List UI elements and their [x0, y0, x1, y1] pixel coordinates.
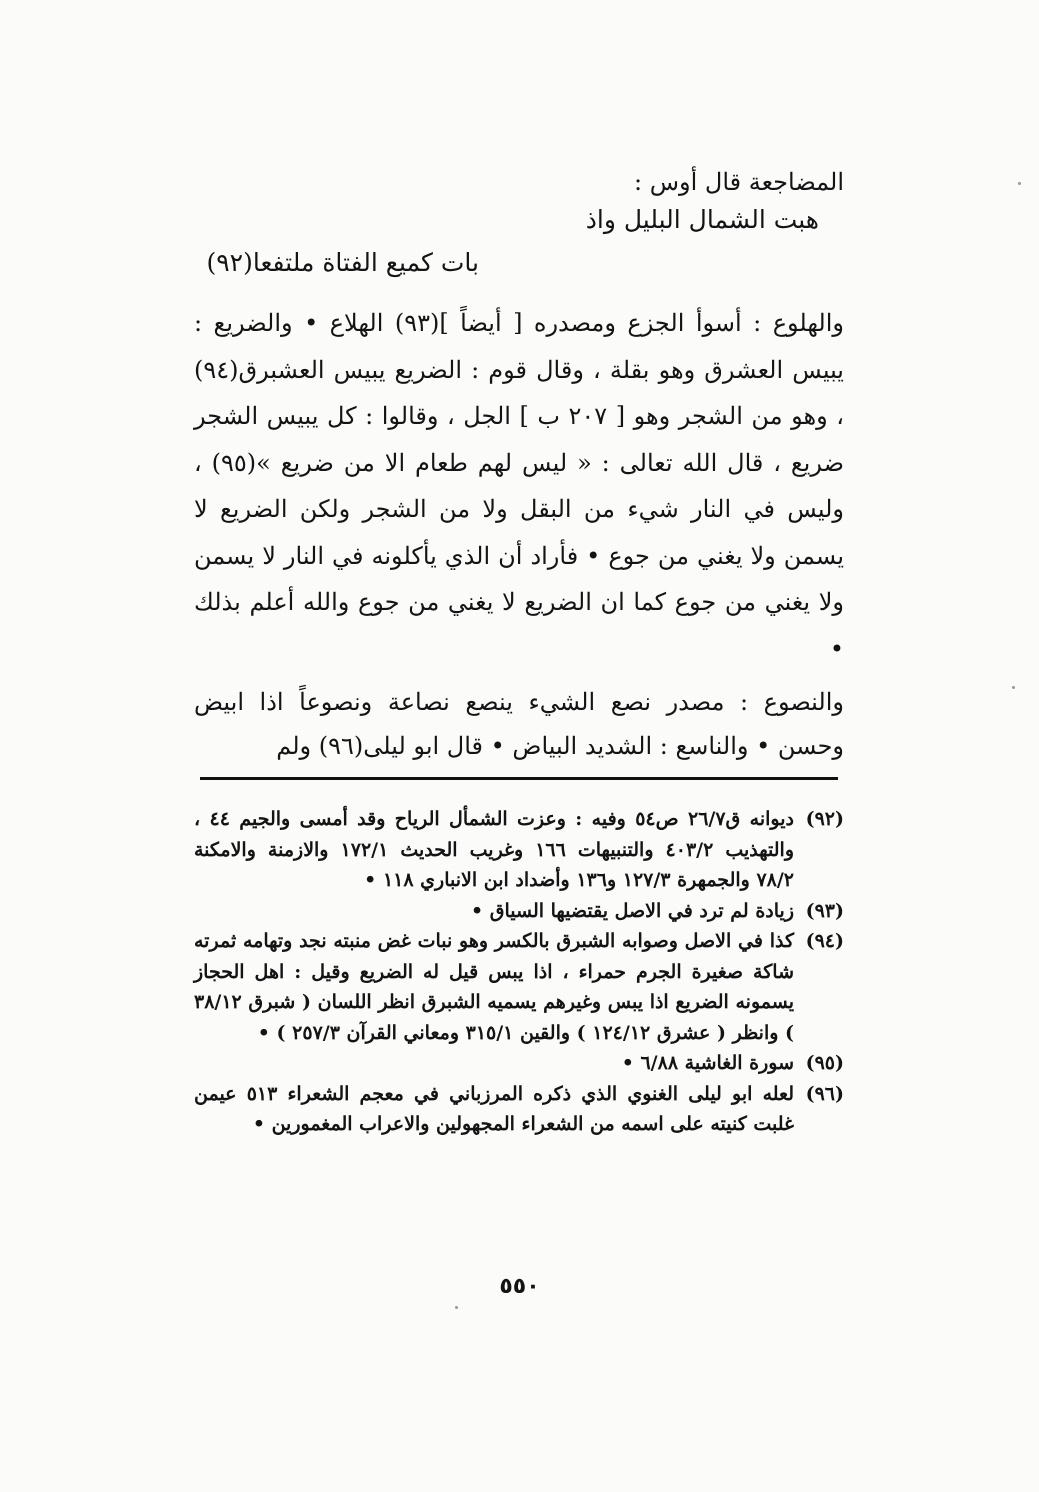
footnote-92 [194, 804, 844, 896]
paragraph-2 [194, 656, 844, 792]
footnotes [194, 804, 844, 1140]
footnote-96 [194, 1079, 844, 1140]
intro-line: المضاجعة قال أوس : [633, 168, 844, 196]
footnote-93 [194, 896, 844, 927]
paragraph-1 [194, 300, 844, 672]
footnote-number: (٩٤) [805, 930, 844, 952]
footnote-number: (٩٥) [805, 1052, 844, 1074]
footnote-number: (٩٦) [805, 1082, 844, 1105]
paragraph-text: والهلوع : أسوأ الجزع ومصدره [ أيضاً ](٩٣) الهلاع • والضريع : يبيس العشرق وهو بقلة ، وقال قوم : الضريع يبيس العشبرق(٩٤) ، وهو من الشجر وهو [ ٢٠٧ ب ] الجل ، وقالوا : كل يبيس الشجر ضريع ، قال الله تعالى : « ليس لهم طعام الا من ضريع »(٩٥) ، وليس في النار شيء من البقل ولا من الشجر ولكن الضريع لا يسمن ولا يغني من جوع • فأراد أن الذي يأكلونه في النار لا يسمن ولا يغني من جوع كما ان الضريع لا يغني من جوع والله أعلم بذلك • [194, 309, 845, 663]
footnote-separator [200, 777, 838, 780]
footnote-number: (٩٢) [805, 808, 844, 830]
footnote-text: ديوانه ق٢٦/٧ ص٥٤ وفيه : وعزت الشمأل الرياح وقد أمسى والجيم ٤٤ ، والتهذيب ٤٠٣/٢ والتنبيهات ١٦٦ وغريب الحديث ١٧٢/١ والازمنة والامكنة ٧٨/٢ والجمهرة ١٢٧/٣ و١٣٦ وأضداد ابن الانباري ١١٨ • [194, 808, 795, 891]
verse-line-2: بات كميع الفتاة ملتفعا(٩٢) [206, 248, 479, 277]
footnote-94 [194, 926, 844, 1048]
footnote-text: زيادة لم ترد في الاصل يقتضيها السياق • [470, 899, 794, 922]
footnote-text: سورة الغاشية ٦/٨٨ • [621, 1052, 794, 1074]
verse-line-1: هبت الشمال البليل واذ [585, 205, 819, 234]
page-number: ٥٥٠ [499, 1274, 540, 1299]
footnote-text: لعله ابو ليلى الغنوي الذي ذكره المرزباني في معجم الشعراء ٥١٣ عيمن غلبت كنيته على اسمه من الشعراء المجهولين والاعراب المغمورين • [194, 1082, 794, 1135]
scan-speck [1012, 686, 1015, 689]
paragraph-text: والنصوع : مصدر نصع الشيء ينصع نصاعة ونصوعاً اذا ابيض وحسن • والناسع : الشديد البياض • قال ابو ليلى(٩٦) ولم [194, 688, 844, 760]
footnote-text: كذا في الاصل وصوابه الشبرق بالكسر وهو نبات غض منبته نجد وتهامه ثمرته شاكة صغيرة الجرم حمراء ، اذا يبس قيل له الضريع وقيل : اهل الحجاز يسمونه الضريع اذا يبس وغيرهم يسميه الشبرق انظر اللسان ( شبرق ٣٨/١٢ ) وانظر ( عشرق ١٢٤/١٢ ) والقين ٣١٥/١ ومعاني القرآن ٢٥٧/٣ ) • [194, 930, 794, 1044]
scan-speck [455, 1306, 458, 1309]
footnote-95 [194, 1048, 844, 1079]
footnote-number: (٩٣) [805, 899, 844, 922]
scan-speck [1018, 182, 1021, 185]
